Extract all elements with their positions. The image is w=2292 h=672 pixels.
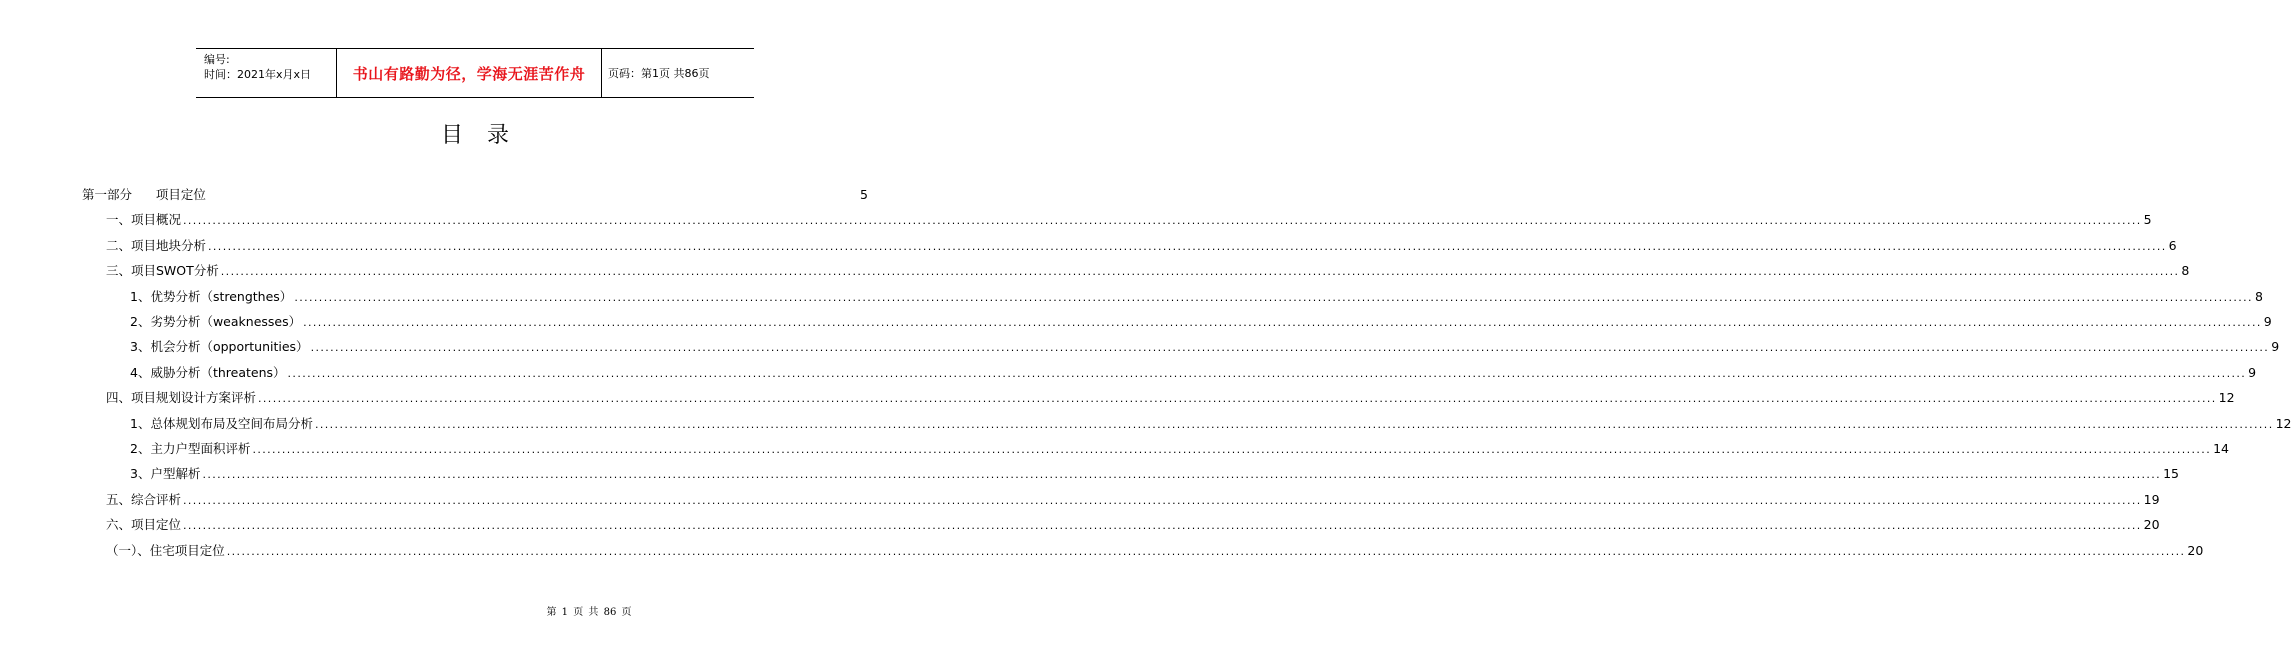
toc-leader-dots: ................................................................................................................................................................................................................................................................................................................................................................................................................ <box>226 544 2186 558</box>
toc-leader-dots: ................................................................................................................................................................................................................................................................................................................................................................................................................ <box>294 290 2253 304</box>
toc-leader-dots: ................................................................................................................................................................................................................................................................................................................................................................................................................ <box>252 443 2212 456</box>
toc-entry[interactable] <box>106 541 2204 561</box>
toc-entry-label: 4、威胁分析（threatens） <box>130 364 286 380</box>
toc-entry-page: 9 <box>2271 339 2280 355</box>
toc-entry-page: 20 <box>2187 542 2204 558</box>
toc-entry[interactable] <box>106 236 2177 256</box>
toc-entry-page: 5 <box>860 187 868 202</box>
toc-entry-page: 8 <box>2181 263 2190 279</box>
toc-entry-label: 二、项目地块分析 <box>106 237 207 253</box>
toc-entry-label: 六、项目定位 <box>106 517 182 533</box>
toc-entry[interactable] <box>130 464 2179 484</box>
header-motto: 书山有路勤为径，学海无涯苦作舟 <box>337 49 602 97</box>
page-header <box>196 48 754 98</box>
toc-entry-label: （一）、住宅项目定位 <box>106 542 225 558</box>
toc-entry-label: 1、优势分析（strengthes） <box>130 288 293 304</box>
toc-entry-label: 三、项目SWOT分析 <box>106 263 219 279</box>
toc-entry[interactable] <box>106 261 2190 281</box>
toc-leader-dots: ................................................................................................................................................................................................................................................................................................................................................................................................................ <box>310 341 2270 355</box>
toc-entry-page: 9 <box>2263 314 2272 329</box>
toc-entry[interactable] <box>130 414 2292 434</box>
toc-entry-label: 1、总体规划布局及空间布局分析 <box>130 415 313 431</box>
toc-entry[interactable] <box>130 363 2257 383</box>
time-label: 时间：2021年x月x日 <box>204 68 312 81</box>
toc-entry[interactable] <box>130 312 2272 332</box>
toc-entry-page: 14 <box>2213 441 2230 456</box>
toc-entry[interactable] <box>82 185 868 205</box>
toc-entry[interactable] <box>130 287 2263 307</box>
toc-entry-page: 6 <box>2168 237 2177 253</box>
toc-entry-label: 2、主力户型面积评析 <box>130 441 251 456</box>
toc-entry-page: 15 <box>2163 466 2179 482</box>
toc-entry[interactable] <box>106 490 2160 510</box>
toc-entry-page: 9 <box>2248 364 2257 380</box>
toc-entry-label: 3、户型解析 <box>130 466 201 482</box>
toc-entry-page: 8 <box>2254 288 2263 304</box>
toc-entry-label: 3、机会分析（opportunities） <box>130 339 309 355</box>
toc-entry[interactable] <box>130 337 2280 357</box>
toc-entry[interactable] <box>106 388 2235 408</box>
toc-leader-dots: ................................................................................................................................................................................................................................................................................................................................................................................................................ <box>183 519 2142 533</box>
header-meta <box>196 49 337 97</box>
toc-entry-page: 20 <box>2143 517 2160 533</box>
page-footer: 第 1 页 共 86 页 <box>546 607 632 618</box>
toc-leader-dots: ................................................................................................................................................................................................................................................................................................................................................................................................................ <box>314 417 2274 431</box>
toc-leader-dots: ................................................................................................................................................................................................................................................................................................................................................................................................................ <box>220 265 2180 279</box>
toc-entry-page: 12 <box>2218 390 2235 406</box>
toc-leader-dots: ................................................................................................................................................................................................................................................................................................................................................................................................................ <box>303 316 2262 329</box>
toc-entry[interactable] <box>106 210 2152 230</box>
toc-leader-dots: ................................................................................................................................................................................................................................................................................................................................................................................................................ <box>202 468 2162 482</box>
toc-entry-page: 12 <box>2275 415 2292 431</box>
toc-leader-dots: ................................................................................................................................................................................................................................................................................................................................................................................................................ <box>258 392 2217 406</box>
toc-leader-dots: ................................................................................................................................................................................................................................................................................................................................................................................................................ <box>208 239 2167 253</box>
document-title: 目录 <box>440 123 533 148</box>
toc-leader-dots: ................................................................................................................................................................................................................................................................................................................................................................................................................ <box>183 214 2142 228</box>
toc-leader-dots: ................................................................................................................................................................................................................................................................................................................................................................................................................ <box>287 366 2247 380</box>
toc-entry-label: 一、项目概况 <box>106 212 182 228</box>
toc-entry-label: 四、项目规划设计方案评析 <box>106 390 257 406</box>
toc-entry-label: 2、劣势分析（weaknesses） <box>130 314 302 329</box>
toc-entry-page: 19 <box>2143 491 2160 507</box>
toc-entry-label: 五、综合评析 <box>106 491 182 507</box>
number-label: 编号: <box>204 53 230 66</box>
toc-entry[interactable] <box>130 439 2230 459</box>
header-page-info: 页码：第1页 共86页 <box>608 67 710 80</box>
toc-entry[interactable] <box>106 515 2160 535</box>
toc-leader-dots: ................................................................................................................................................................................................................................................................................................................................................................................................................ <box>183 493 2142 507</box>
toc-entry-label: 第一部分 项目定位 <box>82 187 206 202</box>
toc-entry-page: 5 <box>2143 212 2152 228</box>
